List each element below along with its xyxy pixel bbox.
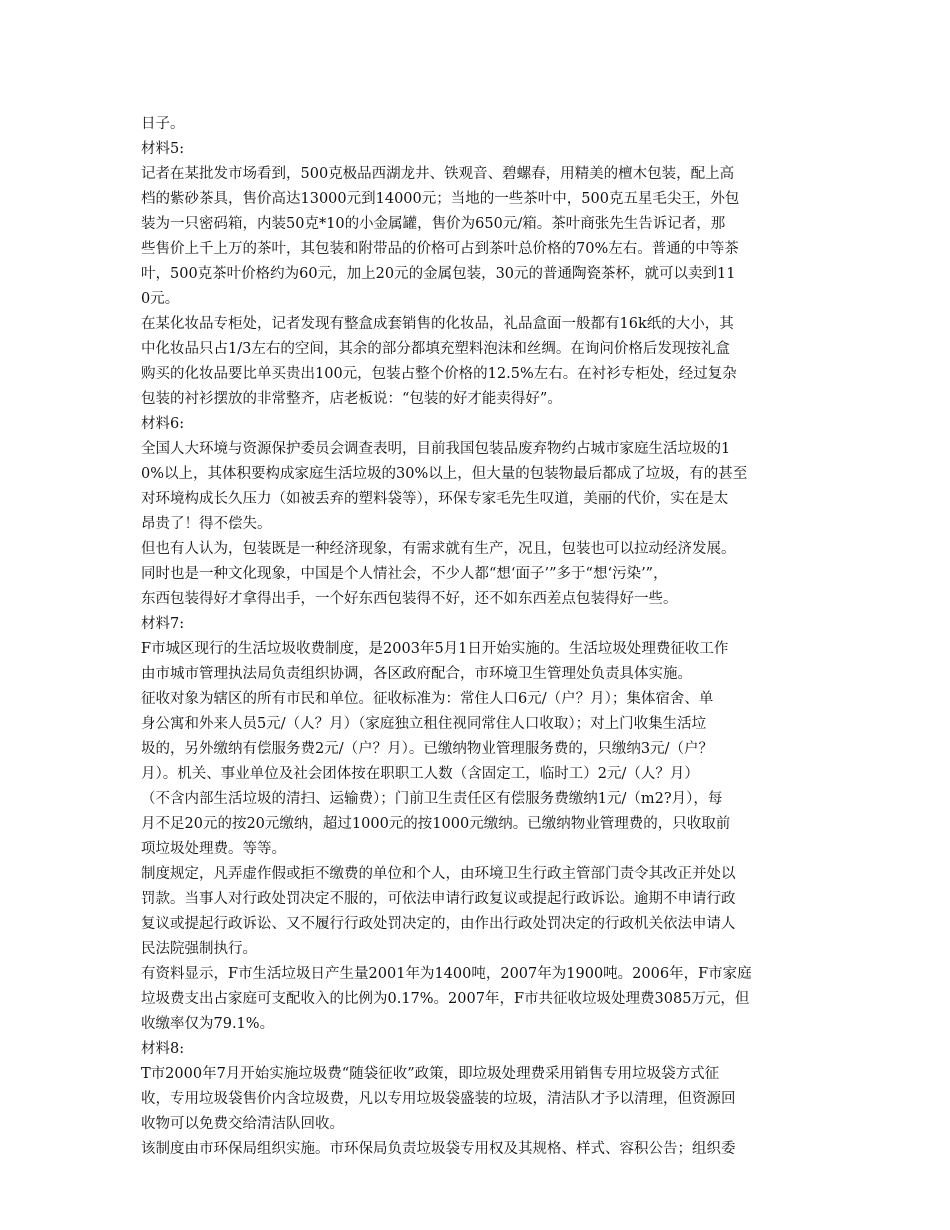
text-line: 身公寓和外来人员5元/（人？月）（家庭独立租住视同常住人口收取）；对上门收集生活垃 xyxy=(141,716,707,732)
text-line: 项垃圾处理费。等等。 xyxy=(141,841,286,857)
text-line: 材料6: xyxy=(141,416,185,432)
text-line: 材料8: xyxy=(141,1041,185,1057)
text-line: 民法院强制执行。 xyxy=(141,941,257,957)
text-line: 月不足20元的按20元缴纳，超过1000元的按1000元缴纳。已缴纳物业管理费的，只收取前 xyxy=(141,816,731,832)
text-line: 制度规定，凡弄虚作假或拒不缴费的单位和个人，由环境卫生行政主管部门责令其改正并处以 xyxy=(141,866,736,882)
text-line: 包装的衬衫摆放的非常整齐，店老板说：“包装的好才能卖得好”。 xyxy=(141,391,562,407)
text-line: 该制度由市环保局组织实施。市环保局负责垃圾袋专用权及其规格、样式、容积公告；组织委 xyxy=(141,1141,736,1157)
text-line: 月）。机关、事业单位及社会团体按在职职工人数（含固定工，临时工）2元/（人？月） xyxy=(141,766,699,782)
text-line: （不含内部生活垃圾的清扫、运输费）；门前卫生责任区有偿服务费缴纳1元/（m2?月），每 xyxy=(141,791,723,807)
text-line: 对环境构成长久压力（如被丢弃的塑料袋等），环保专家毛先生叹道，美丽的代价，实在是太 xyxy=(141,491,729,507)
text-line: 0%以上，其体积要构成家庭生活垃圾的30%以上，但大量的包装物最后都成了垃圾，有的甚至 xyxy=(141,466,748,482)
text-line: 收物可以免费交给清洁队回收。 xyxy=(141,1116,344,1132)
text-line: 叶，500克茶叶价格约为60元，加上20元的金属包装，30元的普通陶瓷茶杯，就可以卖到11 xyxy=(141,266,736,282)
text-line: 材料7: xyxy=(141,616,185,632)
text-line: 东西包装得好才拿得出手，一个好东西包装得不好，还不如东西差点包装得好一些。 xyxy=(141,591,678,607)
text-line: 复议或提起行政诉讼、又不履行行政处罚决定的，由作出行政处罚决定的行政机关依法申请人 xyxy=(141,916,736,932)
text-line: F市城区现行的生活垃圾收费制度，是2003年5月1日开始实施的。生活垃圾处理费征收工作 xyxy=(141,641,729,657)
text-line: 同时也是一种文化现象，中国是个人情社会，不少人都“想‘面子’”多于“想‘污染’”， xyxy=(141,566,668,582)
text-line: 日子。 xyxy=(141,116,185,132)
text-line: 档的紫砂茶具，售价高达13000元到14000元；当地的一些茶叶中，500克五星毛尖王，外包 xyxy=(141,191,740,207)
text-line: 垃圾费支出占家庭可支配收入的比例为0.17%。2007年，F市共征收垃圾处理费3085万元，但 xyxy=(141,991,750,1007)
text-line: 中化妆品只占1/3左右的空间，其余的部分都填充塑料泡沫和丝绸。在询问价格后发现按礼盒 xyxy=(141,341,730,357)
text-line: 材料5: xyxy=(141,141,185,157)
text-line: 征收对象为辖区的所有市民和单位。征收标准为：常住人口6元/（户？月）；集体宿舍、单 xyxy=(141,691,714,707)
text-line: 罚款。当事人对行政处罚决定不服的，可依法申请行政复议或提起行政诉讼。逾期不申请行政 xyxy=(141,891,736,907)
text-line: 在某化妆品专柜处，记者发现有整盒成套销售的化妆品，礼品盒面一般都有16k纸的大小，其 xyxy=(141,316,734,332)
text-line: 购买的化妆品要比单买贵出100元，包装占整个价格的12.5%左右。在衬衫专柜处，经过复杂 xyxy=(141,366,737,382)
text-line: 圾的，另外缴纳有偿服务费2元/（户？月）。已缴纳物业管理服务费的，只缴纳3元/（户？ xyxy=(141,741,713,757)
text-line: 收缴率仅为79.1%。 xyxy=(141,1016,275,1032)
text-line: 全国人大环境与资源保护委员会调查表明，目前我国包装品废弃物约占城市家庭生活垃圾的1 xyxy=(141,441,731,457)
text-line: T市2000年7月开始实施垃圾费“随袋征收”政策，即垃圾处理费采用销售专用垃圾袋方式征 xyxy=(141,1066,720,1082)
text-line: 收，专用垃圾袋售价内含垃圾费，凡以专用垃圾袋盛装的垃圾，清洁队才予以清理，但资源回 xyxy=(141,1091,736,1107)
text-line: 记者在某批发市场看到，500克极品西湖龙井、铁观音、碧螺春，用精美的檀木包装，配上高 xyxy=(141,166,735,182)
document-page xyxy=(141,112,813,1162)
text-line: 有资料显示，F市生活垃圾日产生量2001年为1400吨，2007年为1900吨。2006年，F市家庭 xyxy=(141,966,752,982)
text-line: 但也有人认为，包装既是一种经济现象，有需求就有生产，况且，包装也可以拉动经济发展。 xyxy=(141,541,736,557)
text-line: 些售价上千上万的茶叶，其包装和附带品的价格可占到茶叶总价格的70%左右。普通的中等茶 xyxy=(141,241,739,257)
text-line: 0元。 xyxy=(141,291,180,307)
text-line: 由市城市管理执法局负责组织协调，各区政府配合，市环境卫生管理处负责具体实施。 xyxy=(141,666,692,682)
text-line: 装为一只密码箱，内装50克*10的小金属罐，售价为650元/箱。茶叶商张先生告诉记者，那 xyxy=(141,216,726,232)
text-line: 昂贵了！得不偿失。 xyxy=(141,516,272,532)
